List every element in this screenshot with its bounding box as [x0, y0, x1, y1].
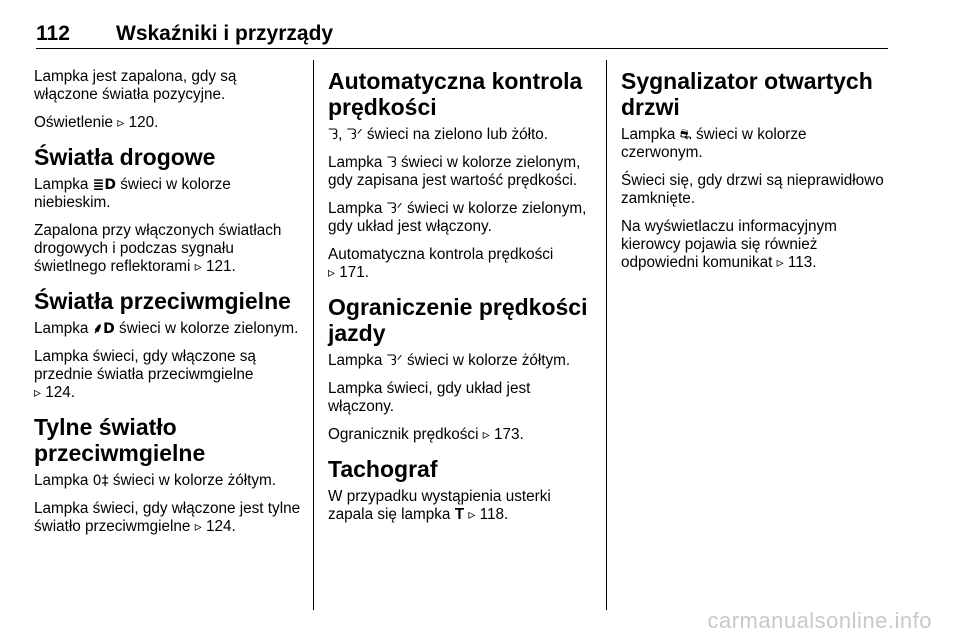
paragraph: Lampka świeci, gdy włączone są przednie światła przeciwmgielne ▹ 124. — [34, 348, 256, 401]
section-heading: Automatyczna kontrola prędkości — [328, 68, 583, 120]
paragraph: Ogranicznik prędkości ▹ 173. — [328, 426, 524, 443]
paragraph: Lampka świeci, gdy układ jest włączony. — [328, 380, 531, 415]
watermark: carmanualsonline.info — [707, 608, 932, 633]
page-reference[interactable]: 121. — [205, 258, 236, 275]
page-reference[interactable]: 173. — [494, 426, 524, 443]
speed-limiter-icon: ᘊᐟ — [386, 201, 403, 217]
ref-arrow-icon: ▹ — [776, 255, 784, 271]
rear-fog-light-icon: 0‡ — [92, 473, 109, 489]
page-reference[interactable]: 171. — [339, 264, 370, 281]
ref-arrow-icon: ▹ — [34, 385, 42, 401]
speed-limiter-icon: ᘊᐟ — [386, 353, 403, 369]
section-heading: Tachograf — [328, 456, 438, 482]
paragraph: Lampka 0‡ świeci w kolorze żółtym. — [34, 472, 277, 489]
cruise-control-icon: ᘊ — [386, 155, 397, 171]
door-open-icon: ⛐ — [679, 127, 692, 143]
paragraph: Lampka ᘊᐟ świeci w kolorze zielonym, gdy układ jest włączony. — [328, 200, 587, 235]
ref-arrow-icon: ▹ — [328, 265, 336, 281]
paragraph: ᘊ, ᘊᐟ świeci na zielono lub żółto. — [328, 126, 549, 143]
paragraph: Lampka ᘊ świeci w kolorze zielonym, gdy zapisana jest wartość prędkości. — [328, 154, 581, 189]
paragraph: Lampka ⛐ świeci w kolorze czerwonym. — [621, 126, 807, 161]
section-heading: Światła drogowe — [34, 144, 216, 170]
paragraph: Lampka ⸙D świeci w kolorze zielonym. — [34, 320, 299, 337]
ref-arrow-icon: ▹ — [194, 519, 202, 535]
ref-arrow-icon: ▹ — [482, 427, 490, 443]
column-divider — [313, 60, 314, 610]
paragraph: Świeci się, gdy drzwi są nieprawidłowo zamknięte. — [621, 172, 884, 207]
cruise-control-icon: ᘊ — [328, 127, 339, 143]
paragraph: Lampka ᘊᐟ świeci w kolorze żółtym. — [328, 352, 571, 369]
section-heading: Sygnalizator otwartych drzwi — [621, 68, 873, 120]
page-reference[interactable]: 118. — [479, 506, 509, 523]
section-heading: Tylne światło przeciwmgielne — [34, 414, 206, 466]
high-beam-icon: ≣D — [92, 177, 117, 193]
paragraph: Na wyświetlaczu informacyjnym kierowcy pojawia się również odpowiedni komunikat ▹ 113. — [621, 218, 837, 271]
front-fog-light-icon: ⸙D — [92, 321, 115, 337]
page-reference[interactable]: 124. — [205, 518, 236, 535]
ref-arrow-icon: ▹ — [194, 259, 202, 275]
paragraph: W przypadku wystąpienia usterki zapala się lampka T ▹ 118. — [328, 488, 551, 523]
tachograph-icon: T — [454, 506, 465, 523]
page-number: 112 — [36, 22, 70, 45]
page-reference[interactable]: 124. — [45, 384, 76, 401]
paragraph: Oświetlenie ▹ 120. — [34, 114, 159, 131]
paragraph: Lampka świeci, gdy włączone jest tylne światło przeciwmgielne ▹ 124. — [34, 500, 301, 535]
page-title: Wskaźniki i przyrządy — [116, 22, 334, 45]
column-1 — [34, 68, 304, 546]
speed-limiter-icon: ᘊᐟ — [346, 127, 363, 143]
section-heading: Światła przeciwmgielne — [34, 288, 291, 314]
ref-arrow-icon: ▹ — [468, 507, 476, 523]
paragraph: Zapalona przy włączonych światłach drogowych i podczas sygnału świetlnego reflektorami ▹ 121. — [34, 222, 282, 275]
column-divider — [606, 60, 607, 610]
page-reference[interactable]: 120. — [128, 114, 159, 131]
paragraph: Automatyczna kontrola prędkości ▹ 171. — [328, 246, 554, 281]
paragraph: Lampka ≣D świeci w kolorze niebieskim. — [34, 176, 231, 211]
page-reference[interactable]: 113. — [787, 254, 817, 271]
column-2 — [328, 68, 598, 534]
paragraph: Lampka jest zapalona, gdy są włączone światła pozycyjne. — [34, 68, 237, 103]
page-header — [36, 22, 888, 49]
ref-arrow-icon: ▹ — [117, 115, 125, 131]
column-3 — [621, 68, 891, 282]
section-heading: Ograniczenie prędkości jazdy — [328, 294, 588, 346]
